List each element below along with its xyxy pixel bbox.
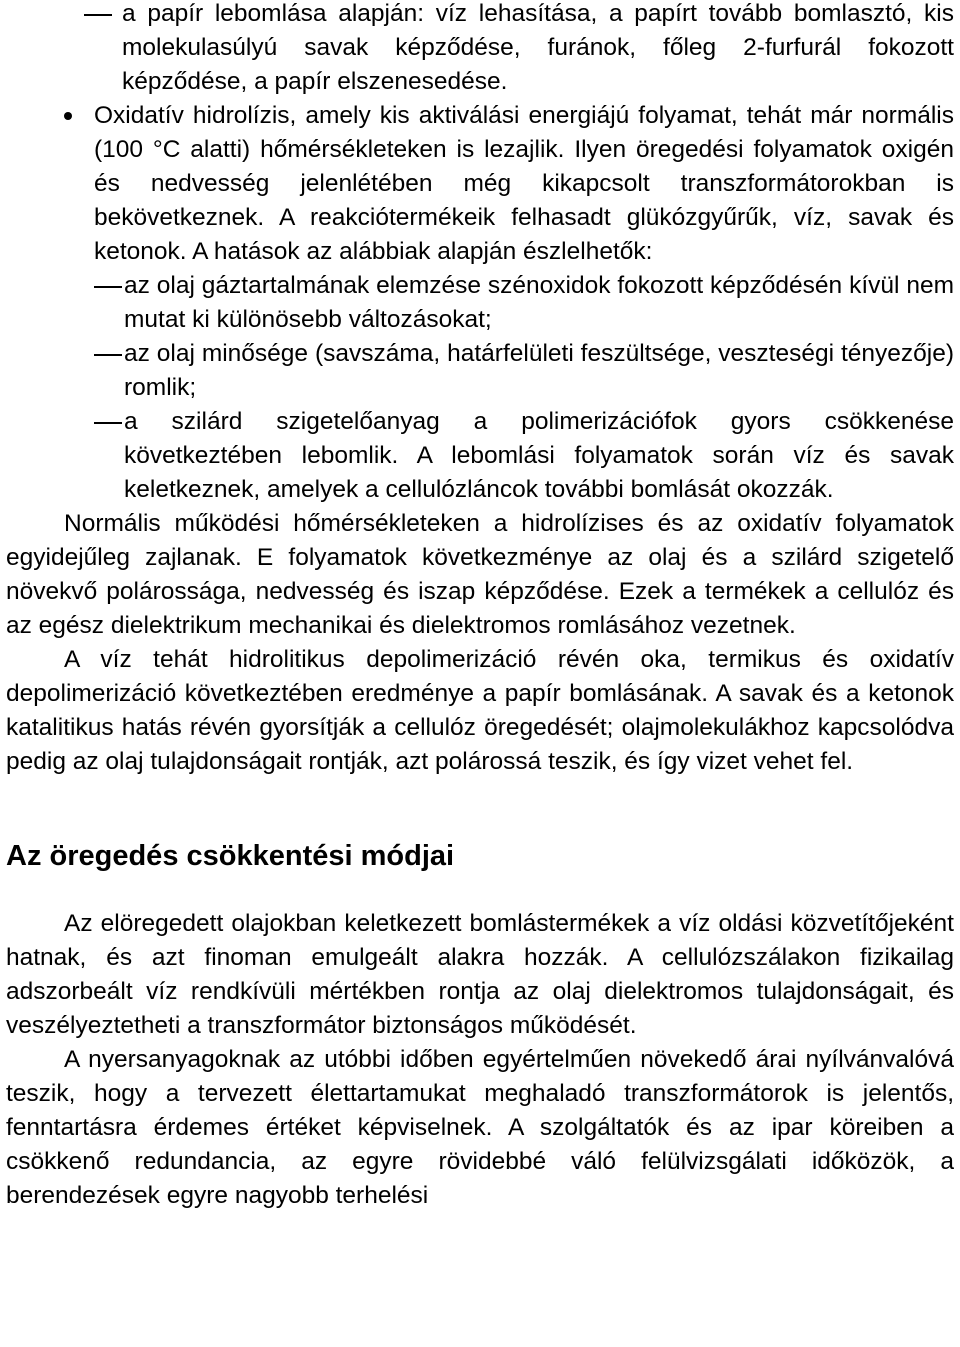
bullet-marker bbox=[64, 112, 72, 120]
paragraph: A nyersanyagoknak az utóbbi időben egyértelműen növekedő árai nyílvánvalóvá teszik, hogy a tervezett élettartamukat meghaladó transzformátorok is jelentős, fenntartásra érdemes értéket képviselnek. A szolgáltatók és az ipar köreiben a csökkenő redundancia, az egyre rövidebbé váló felülvizsgálati időközök, a berendezések egyre nagyobb terhelési bbox=[6, 1046, 954, 1209]
paragraph: Az elöregedett olajokban keletkezett bomlástermékek a víz oldási közvetítőjeként hatnak, és azt finoman emulgeált alakra hozzák. A cellulózszálakon fizikailag adszorbeált víz rendkívüli mértékben rontja az olaj dielektromos tulajdonságait, és veszélyeztetheti a transzformátor biztonságos működését. bbox=[6, 910, 954, 1039]
paragraph: A víz tehát hidrolitikus depolimerizáció révén oka, termikus és oxidatív depolimerizáció következtében eredménye a papír bomlásának. A savak és a ketonok katalitikus hatás révén gyorsítják a cellulóz öregedését; olajmolekulákhoz kapcsolódva pedig az olaj tulajdonságait rontják, azt polárossá teszik, és így vizet vehet fel. bbox=[6, 646, 954, 775]
section-heading: Az öregedés csökkentési módjai bbox=[6, 840, 455, 872]
list-item bbox=[6, 0, 954, 99]
bullet-item bbox=[6, 99, 954, 269]
sub-list-item bbox=[6, 269, 954, 337]
document-page bbox=[6, 0, 954, 1213]
sub-list-item-text: a szilárd szigetelőanyag a polimerizációfok gyors csökkenése következtében lebomlik. A lebomlási folyamatok során víz és savak keletkeznek, amelyek a cellulózláncok további bomlását okozzák. bbox=[124, 408, 954, 503]
bullet-item-text: Oxidatív hidrolízis, amely kis aktiválási energiájú folyamat, tehát már normális (100 °C alatti) hőmérsékleteken is lezajlik. Ilyen öregedési folyamatok oxigén és nedvesség jelenlétében még kikapcsolt transzformátorokban is bekövetkeznek. A reakciótermékeik felhasadt glükózgyűrűk, víz, savak és ketonok. A hatások az alábbiak alapján észlelhetők: bbox=[94, 102, 954, 265]
sub-list-item-text: az olaj gáztartalmának elemzése szénoxidok fokozott képződésén kívül nem mutat ki különösebb változásokat; bbox=[124, 272, 954, 333]
sub-list-item-text: az olaj minősége (savszáma, határfelületi feszültsége, veszteségi tényezője) romlik; bbox=[124, 340, 954, 401]
paragraph: Normális működési hőmérsékleteken a hidrolízises és az oxidatív folyamatok egyidejűleg zajlanak. E folyamatok következménye az olaj és a szilárd szigetelő növekvő polárossága, nedvesség és iszap képződése. Ezek a termékek a cellulóz és az egész dielektrikum mechanikai és dielektromos romlásához vezetnek. bbox=[6, 510, 954, 639]
list-item-text: a papír lebomlása alapján: víz lehasítása, a papírt tovább bomlasztó, kis molekulasúlyú savak képződése, furánok, főleg 2-furfurál fokozott képződése, a papír elszenesedése. bbox=[122, 0, 954, 95]
spacer bbox=[6, 779, 954, 839]
sub-list-item bbox=[6, 337, 954, 405]
spacer bbox=[6, 873, 954, 907]
sub-list-item bbox=[6, 405, 954, 507]
